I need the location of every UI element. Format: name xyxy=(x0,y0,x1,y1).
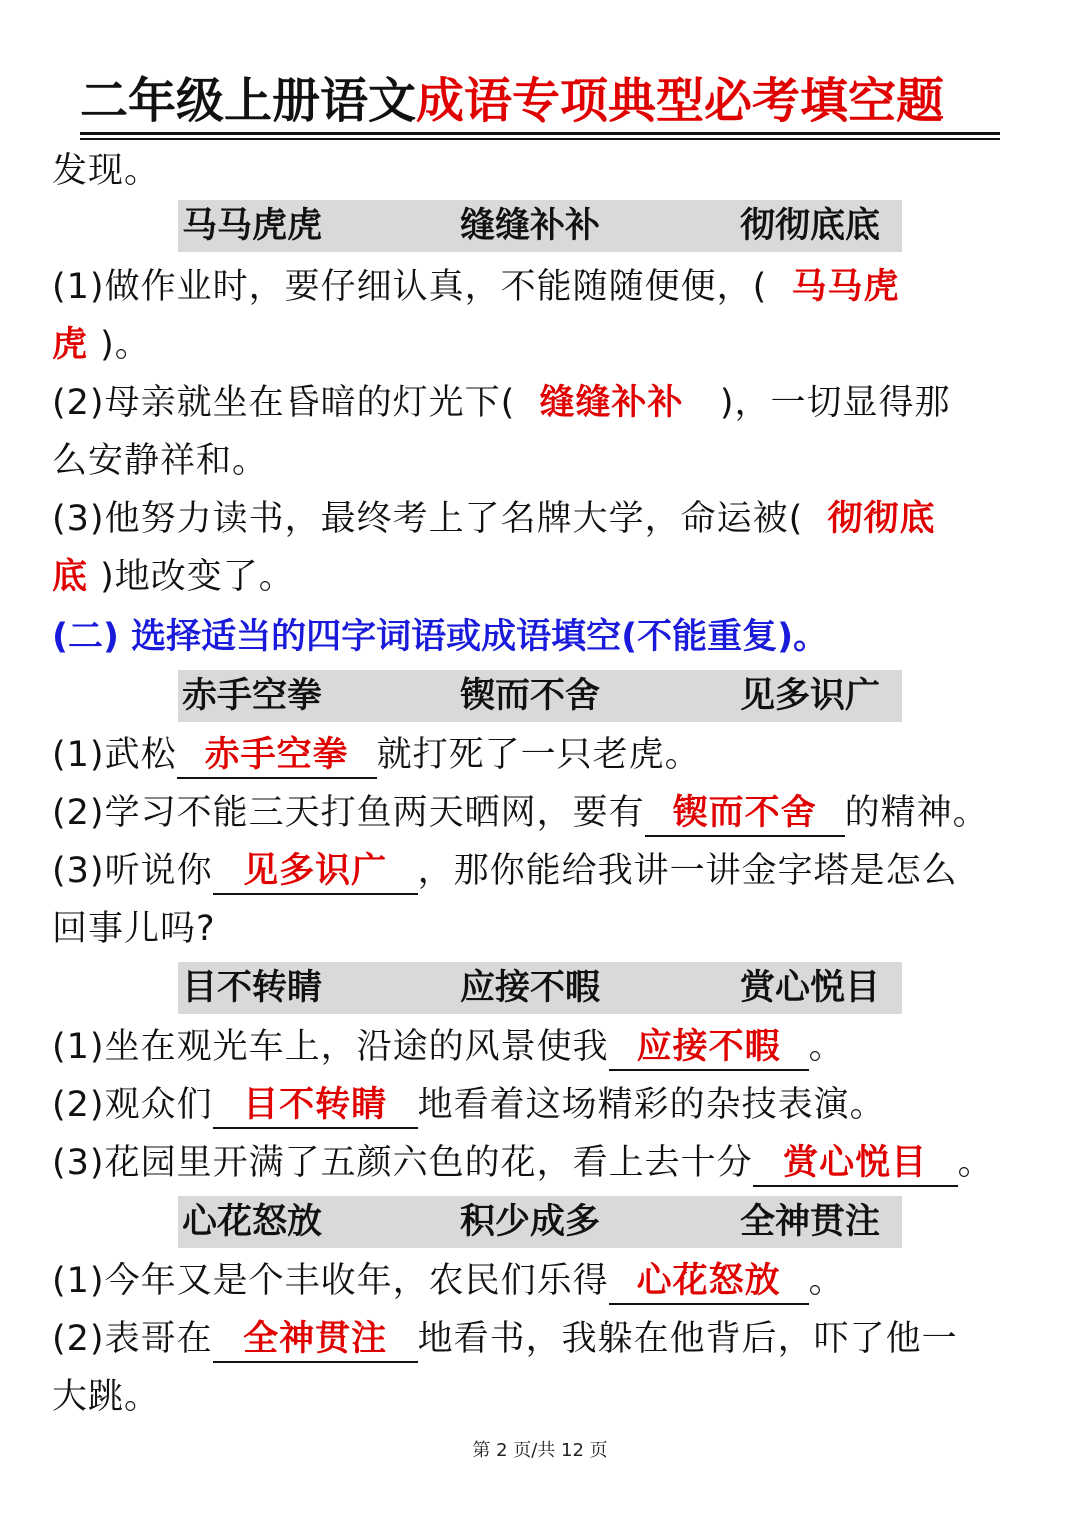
question: (1)坐在观光车上，沿途的风景使我 应接不暇 。 xyxy=(52,1022,845,1072)
question: (1)做作业时，要仔细认真，不能随随便便，( 马马虎 xyxy=(52,267,900,307)
question-cont: 么安静祥和。 xyxy=(52,441,269,481)
word-bank-item: 目不转睛 xyxy=(182,968,323,1008)
question: (3)听说你 见多识广 ，那你能给我讲一讲金字塔是怎么 xyxy=(52,846,958,896)
question: (2)母亲就坐在昏暗的灯光下( 缝缝补补 )，一切显得那 xyxy=(52,383,951,423)
title-underline xyxy=(80,132,1000,135)
section-heading: (二) 选择适当的四字词语或成语填空(不能重复)。 xyxy=(52,617,829,657)
answer-blank: 心花怒放 xyxy=(609,1259,809,1305)
answer: 底 xyxy=(52,557,89,597)
question: (2)观众们 目不转睛 地看着这场精彩的杂技表演。 xyxy=(52,1080,886,1130)
answer-blank: 锲而不舍 xyxy=(645,791,845,837)
answer-blank: 赤手空拳 xyxy=(177,733,377,779)
word-bank-item: 赤手空拳 xyxy=(182,676,323,716)
continued-text: 发现。 xyxy=(52,151,161,191)
question: (2)学习不能三天打鱼两天晒网，要有 锲而不舍 的精神。 xyxy=(52,788,989,838)
question: (3)花园里开满了五颜六色的花，看上去十分 赏心悦目 。 xyxy=(52,1138,994,1188)
question: (1)今年又是个丰收年，农民们乐得 心花怒放 。 xyxy=(52,1256,845,1306)
word-bank-item: 见多识广 xyxy=(740,676,881,716)
question-cont: 虎 )。 xyxy=(52,325,151,365)
page-title: 二年级上册语文成语专项典型必考填空题 xyxy=(80,73,945,129)
word-bank-item: 缝缝补补 xyxy=(460,206,601,246)
answer: 虎 xyxy=(52,325,89,365)
question: (2)表哥在 全神贯注 地看书，我躲在他背后，吓了他一 xyxy=(52,1314,958,1364)
title-underline-second xyxy=(80,138,1000,140)
question: (3)他努力读书，最终考上了名牌大学，命运被( 彻彻底 xyxy=(52,499,936,539)
answer-blank: 赏心悦目 xyxy=(753,1141,958,1187)
word-bank-item: 积少成多 xyxy=(460,1202,601,1242)
answer-blank: 应接不暇 xyxy=(609,1025,809,1071)
answer-blank: 见多识广 xyxy=(213,849,418,895)
answer: 缝缝补补 xyxy=(539,383,684,423)
word-bank-item: 彻彻底底 xyxy=(740,206,881,246)
word-bank-item: 赏心悦目 xyxy=(740,968,881,1008)
word-bank-item: 全神贯注 xyxy=(740,1202,881,1242)
word-bank xyxy=(178,1196,902,1248)
word-bank xyxy=(178,200,902,252)
word-bank-item: 锲而不舍 xyxy=(460,676,601,716)
answer-blank: 目不转睛 xyxy=(213,1083,418,1129)
word-bank xyxy=(178,670,902,722)
question-cont: 大跳。 xyxy=(52,1377,161,1417)
question: (1)武松 赤手空拳 就打死了一只老虎。 xyxy=(52,730,701,780)
word-bank-item: 马马虎虎 xyxy=(182,206,323,246)
question-cont: 底 )地改变了。 xyxy=(52,557,295,597)
word-bank-item: 应接不暇 xyxy=(460,968,601,1008)
word-bank xyxy=(178,962,902,1014)
answer: 彻彻底 xyxy=(827,499,936,539)
answer: 马马虎 xyxy=(791,267,900,307)
page-number: 第 2 页/共 12 页 xyxy=(472,1440,608,1461)
answer-blank: 全神贯注 xyxy=(213,1317,418,1363)
question-cont: 回事儿吗? xyxy=(52,909,216,949)
word-bank-item: 心花怒放 xyxy=(182,1202,323,1242)
